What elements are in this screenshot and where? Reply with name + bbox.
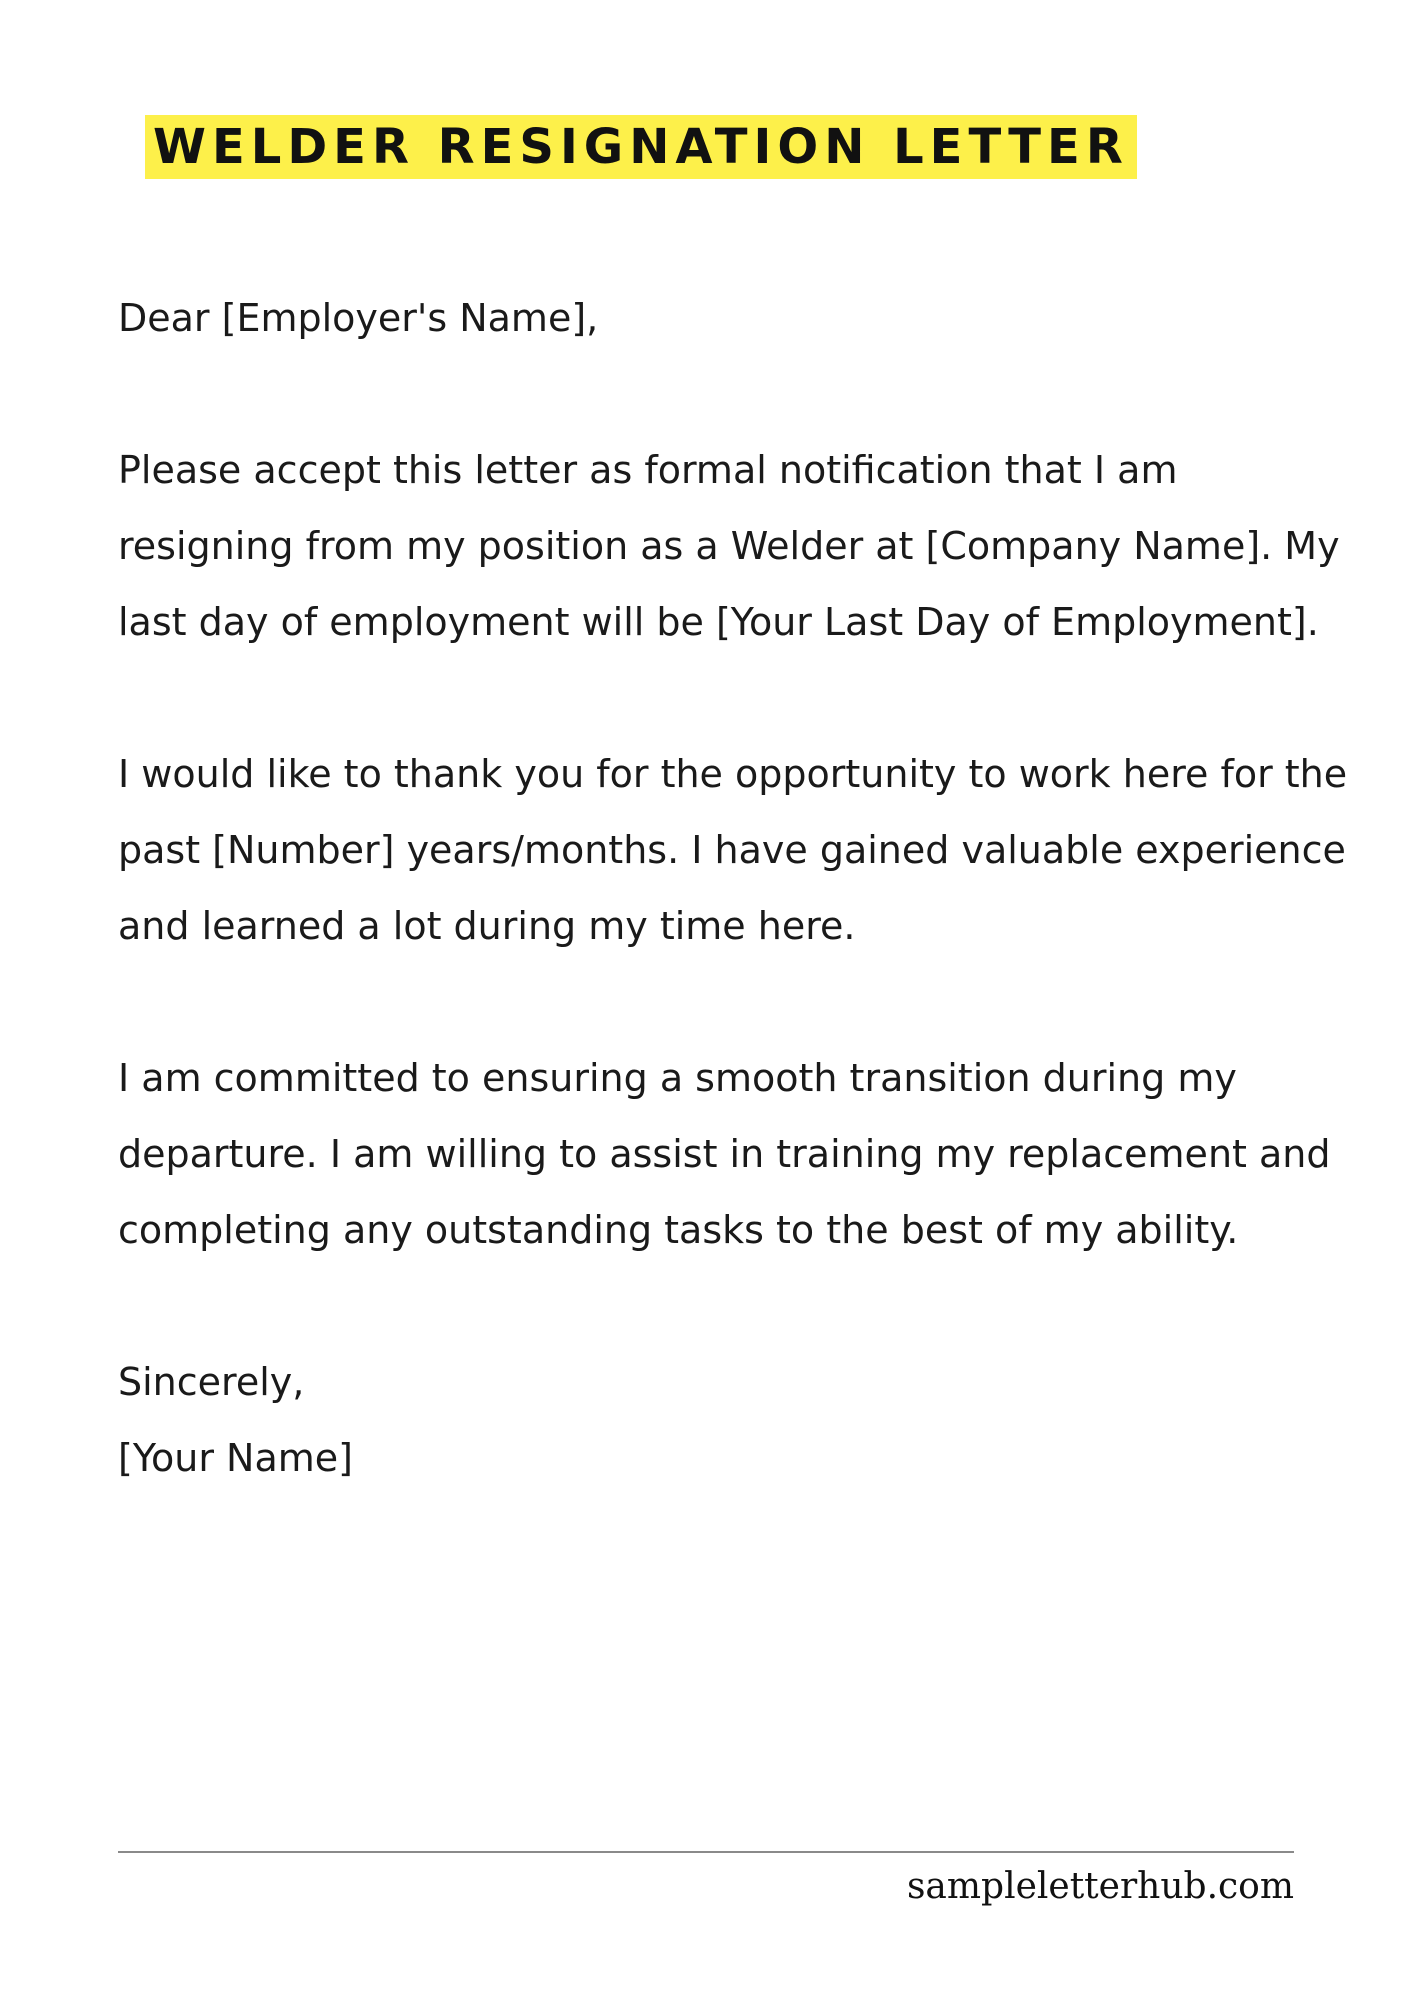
paragraph-gap	[118, 660, 1348, 736]
paragraph-gap	[118, 1268, 1348, 1344]
paragraph-thanks: I would like to thank you for the opportunity to work here for the past [Number] years/months. I have gained valuable experience and learned a lot during my time here.	[118, 752, 1348, 948]
closing: Sincerely,	[118, 1360, 305, 1404]
paragraph-transition: I am committed to ensuring a smooth transition during my departure. I am willing to assist in training my replacement and completing any outstanding tasks to the best of my ability.	[118, 1056, 1331, 1252]
paragraph-gap	[118, 356, 1348, 432]
salutation: Dear [Employer's Name],	[118, 296, 599, 340]
letter-body	[118, 280, 1348, 1496]
title-highlight	[145, 115, 1137, 179]
letter-title: WELDER RESIGNATION LETTER	[153, 119, 1129, 175]
signature: [Your Name]	[118, 1436, 353, 1480]
paragraph-notification: Please accept this letter as formal notification that I am resigning from my position as a Welder at [Company Name]. My last day of employment will be [Your Last Day of Employment].	[118, 448, 1340, 644]
footer-divider	[118, 1851, 1294, 1853]
paragraph-gap	[118, 964, 1348, 1040]
footer-website: sampleletterhub.com	[906, 1866, 1294, 1907]
